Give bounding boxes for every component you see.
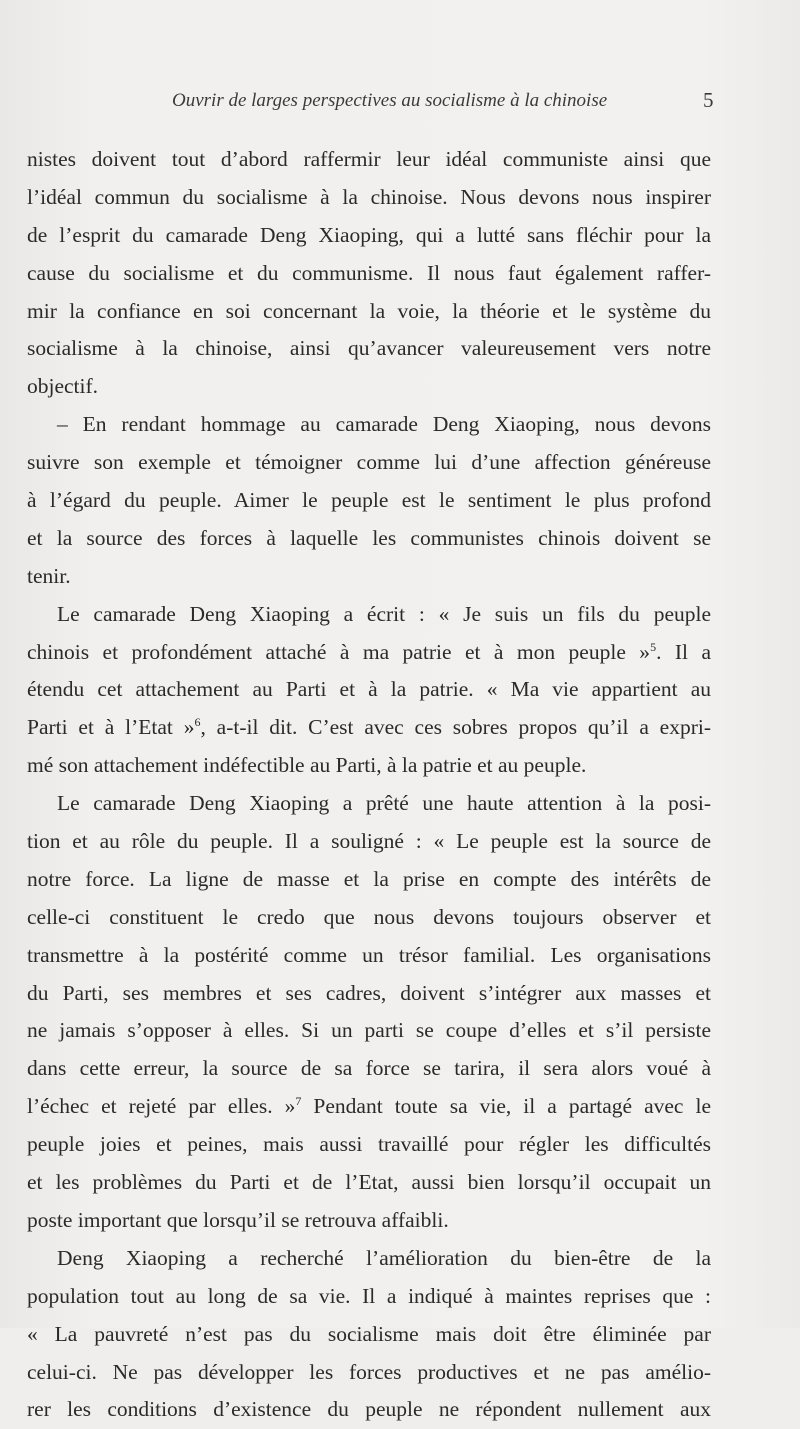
text-line: celui-ci. Ne pas développer les forces productives et ne pas amélio-	[27, 1359, 711, 1384]
text-line: transmettre à la postérité comme un trésor familial. Les organisations	[27, 942, 711, 967]
footnote-ref: 6	[194, 715, 201, 730]
text-line: l’échec et rejeté par elles. »$^7$ Pendant toute sa vie, il a partagé avec le	[27, 1094, 712, 1119]
text-line: peuple joies et peines, mais aussi travaillé pour régler les difficultés	[27, 1132, 711, 1157]
text-line: tenir.	[27, 563, 71, 588]
running-header	[0, 86, 800, 116]
text-line: Parti et à l’Etat »$^6$, a-t-il dit. C’est avec ces sobres propos qu’il a expri-	[27, 715, 712, 740]
text-line: population tout au long de sa vie. Il a indiqué à maintes reprises que :	[27, 1283, 711, 1308]
text-line: à l’égard du peuple. Aimer le peuple est le sentiment le plus profond	[27, 488, 711, 513]
text-line: cause du socialisme et du communisme. Il nous faut également raffer-	[27, 260, 711, 285]
body-text	[27, 141, 711, 1429]
text-line: tion et au rôle du peuple. Il a souligné : « Le peuple est la source de	[27, 829, 711, 854]
text-line: objectif.	[27, 374, 99, 399]
text-line: Le camarade Deng Xiaoping a écrit : « Je suis un fils du peuple	[57, 601, 711, 626]
text-line: celle-ci constituent le credo que nous devons toujours observer et	[27, 904, 711, 929]
text-line: – En rendant hommage au camarade Deng Xiaoping, nous devons	[57, 412, 711, 437]
text-line: et la source des forces à laquelle les communistes chinois doivent se	[27, 525, 711, 550]
text-line: du Parti, ses membres et ses cadres, doivent s’intégrer aux masses et	[27, 980, 711, 1005]
footnote-ref: 5	[650, 639, 657, 654]
text-line: Le camarade Deng Xiaoping a prêté une haute attention à la posi-	[57, 791, 711, 816]
running-title: Ouvrir de larges perspectives au socialisme à la chinoise	[172, 90, 608, 111]
text-line: « La pauvreté n’est pas du socialisme mais doit être éliminée par	[27, 1321, 711, 1346]
page-number: 5	[703, 88, 714, 112]
text-line: chinois et profondément attaché à ma patrie et à mon peuple »$^5$. Il a	[27, 639, 711, 664]
text-line: mé son attachement indéfectible au Parti, à la patrie et au peuple.	[27, 753, 587, 778]
footnote-ref: 7	[295, 1094, 302, 1109]
text-line: poste important que lorsqu’il se retrouva affaibli.	[27, 1207, 449, 1232]
text-line: ne jamais s’opposer à elles. Si un parti se coupe d’elles et s’il persiste	[27, 1018, 711, 1043]
text-line: notre force. La ligne de masse et la prise en compte des intérêts de	[27, 866, 711, 891]
text-line: rer les conditions d’existence du peuple ne répondent nullement aux	[27, 1397, 711, 1422]
text-line: dans cette erreur, la source de sa force se tarira, il sera alors voué à	[27, 1056, 711, 1081]
text-line: et les problèmes du Parti et de l’Etat, aussi bien lorsqu’il occupait un	[27, 1170, 711, 1195]
text-line: nistes doivent tout d’abord raffermir leur idéal communiste ainsi que	[27, 147, 711, 171]
text-line: étendu cet attachement au Parti et à la patrie. « Ma vie appartient au	[27, 677, 711, 702]
text-line: de l’esprit du camarade Deng Xiaoping, qui a lutté sans fléchir pour la	[27, 222, 711, 247]
text-line: mir la confiance en soi concernant la voie, la théorie et le système du	[27, 298, 711, 323]
text-line: socialisme à la chinoise, ainsi qu’avancer valeureusement vers notre	[27, 336, 711, 361]
text-line: l’idéal commun du socialisme à la chinoise. Nous devons nous inspirer	[27, 184, 711, 209]
text-line: suivre son exemple et témoigner comme lui d’une affection généreuse	[27, 450, 711, 475]
text-line: Deng Xiaoping a recherché l’amélioration du bien-être de la	[57, 1245, 711, 1270]
